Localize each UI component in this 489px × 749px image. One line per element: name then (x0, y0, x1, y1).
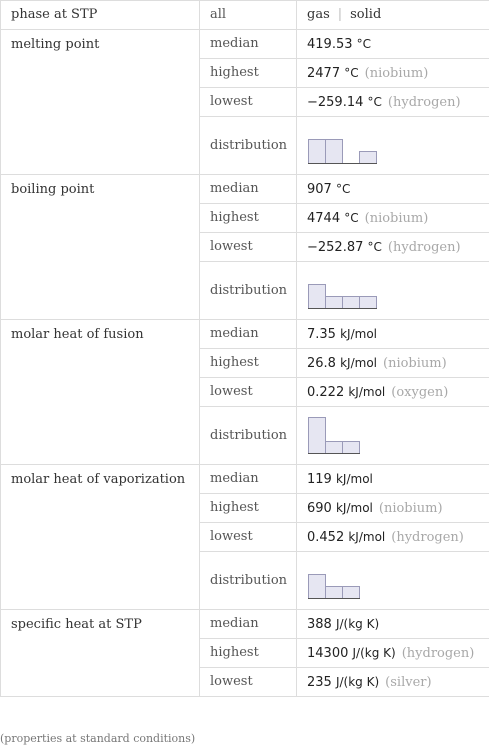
header-phase-options (297, 1, 489, 30)
boiling-distribution-histogram (307, 270, 387, 312)
stat-label-median: median (200, 465, 297, 494)
stat-label-distribution: distribution (200, 262, 297, 320)
melting-median-value: 419.53 °C (297, 30, 489, 59)
histogram-bar (326, 296, 343, 308)
specific-heat-lowest-value: 235 J/(kg K) (silver) (297, 668, 489, 697)
melting-lowest-element[interactable]: (hydrogen) (387, 94, 461, 110)
fusion-distribution-histogram (307, 415, 387, 457)
boiling-lowest-element[interactable]: (hydrogen) (387, 239, 461, 255)
header-row (1, 1, 489, 30)
histogram-bar (360, 296, 377, 308)
stat-label-lowest: lowest (200, 233, 297, 262)
boiling-median-value: 907 °C (297, 175, 489, 204)
stat-label-distribution: distribution (200, 117, 297, 175)
melting-highest-element[interactable]: (niobium) (364, 65, 429, 81)
specific-heat-label: specific heat at STP (1, 610, 200, 697)
histogram-bar (309, 417, 326, 453)
header-all-option[interactable]: all (200, 1, 297, 30)
vaporization-distribution-histogram (307, 560, 387, 602)
stat-label-distribution: distribution (200, 552, 297, 610)
vaporization-distribution-cell (297, 552, 489, 610)
fusion-highest-element[interactable]: (niobium) (383, 355, 447, 371)
melting-median-row (1, 30, 489, 59)
boiling-highest-element[interactable]: (niobium) (364, 210, 429, 226)
stat-label-median: median (200, 610, 297, 639)
stat-label-highest: highest (200, 639, 297, 668)
vaporization-lowest-element[interactable]: (hydrogen) (391, 529, 464, 545)
histogram-bar (326, 586, 343, 598)
stat-label-lowest: lowest (200, 378, 297, 407)
specific-heat-median-value: 388 J/(kg K) (297, 610, 489, 639)
vaporization-heat-label: molar heat of vaporization (1, 465, 200, 610)
histogram-bar (326, 139, 343, 163)
histogram-bar (309, 284, 326, 308)
stat-label-lowest: lowest (200, 668, 297, 697)
phase-divider: | (337, 7, 343, 22)
vaporization-highest-value: 690 kJ/mol (niobium) (297, 494, 489, 523)
boiling-point-label: boiling point (1, 175, 200, 320)
boiling-median-row (1, 175, 489, 204)
vaporization-median-value: 119 kJ/mol (297, 465, 489, 494)
fusion-lowest-value: 0.222 kJ/mol (oxygen) (297, 378, 489, 407)
fusion-lowest-element[interactable]: (oxygen) (391, 384, 449, 400)
stat-label-median: median (200, 175, 297, 204)
boiling-distribution-cell (297, 262, 489, 320)
specific-heat-highest-element[interactable]: (hydrogen) (401, 645, 475, 661)
melting-highest-value: 2477 °C (niobium) (297, 59, 489, 88)
specific-heat-lowest-element[interactable]: (silver) (385, 674, 432, 690)
stat-label-median: median (200, 30, 297, 59)
phase-option-gas[interactable]: gas (307, 7, 330, 22)
stat-label-highest: highest (200, 204, 297, 233)
specific-heat-median-row (1, 610, 489, 639)
melting-distribution-cell (297, 117, 489, 175)
footnote: (properties at standard conditions) (0, 732, 196, 745)
header-phase-label: phase at STP (1, 1, 200, 30)
melting-lowest-value: −259.14 °C (hydrogen) (297, 88, 489, 117)
histogram-bar (326, 441, 343, 453)
vaporization-highest-element[interactable]: (niobium) (378, 500, 443, 516)
boiling-highest-value: 4744 °C (niobium) (297, 204, 489, 233)
stat-label-highest: highest (200, 349, 297, 378)
stat-label-lowest: lowest (200, 523, 297, 552)
fusion-highest-value: 26.8 kJ/mol (niobium) (297, 349, 489, 378)
histogram-bar (309, 139, 326, 163)
fusion-heat-label: molar heat of fusion (1, 320, 200, 465)
stat-label-highest: highest (200, 59, 297, 88)
vaporization-median-row (1, 465, 489, 494)
stat-label-lowest: lowest (200, 88, 297, 117)
histogram-bar (309, 574, 326, 598)
stat-label-highest: highest (200, 494, 297, 523)
histogram-bar (343, 441, 360, 453)
vaporization-lowest-value: 0.452 kJ/mol (hydrogen) (297, 523, 489, 552)
melting-distribution-histogram (307, 125, 387, 167)
boiling-lowest-value: −252.87 °C (hydrogen) (297, 233, 489, 262)
fusion-median-row (1, 320, 489, 349)
phase-option-solid[interactable]: solid (350, 7, 382, 22)
fusion-median-value: 7.35 kJ/mol (297, 320, 489, 349)
fusion-distribution-cell (297, 407, 489, 465)
stat-label-median: median (200, 320, 297, 349)
histogram-bar (360, 151, 377, 163)
specific-heat-highest-value: 14300 J/(kg K) (hydrogen) (297, 639, 489, 668)
histogram-bar (343, 586, 360, 598)
stat-label-distribution: distribution (200, 407, 297, 465)
histogram-bar (343, 296, 360, 308)
melting-point-label: melting point (1, 30, 200, 175)
